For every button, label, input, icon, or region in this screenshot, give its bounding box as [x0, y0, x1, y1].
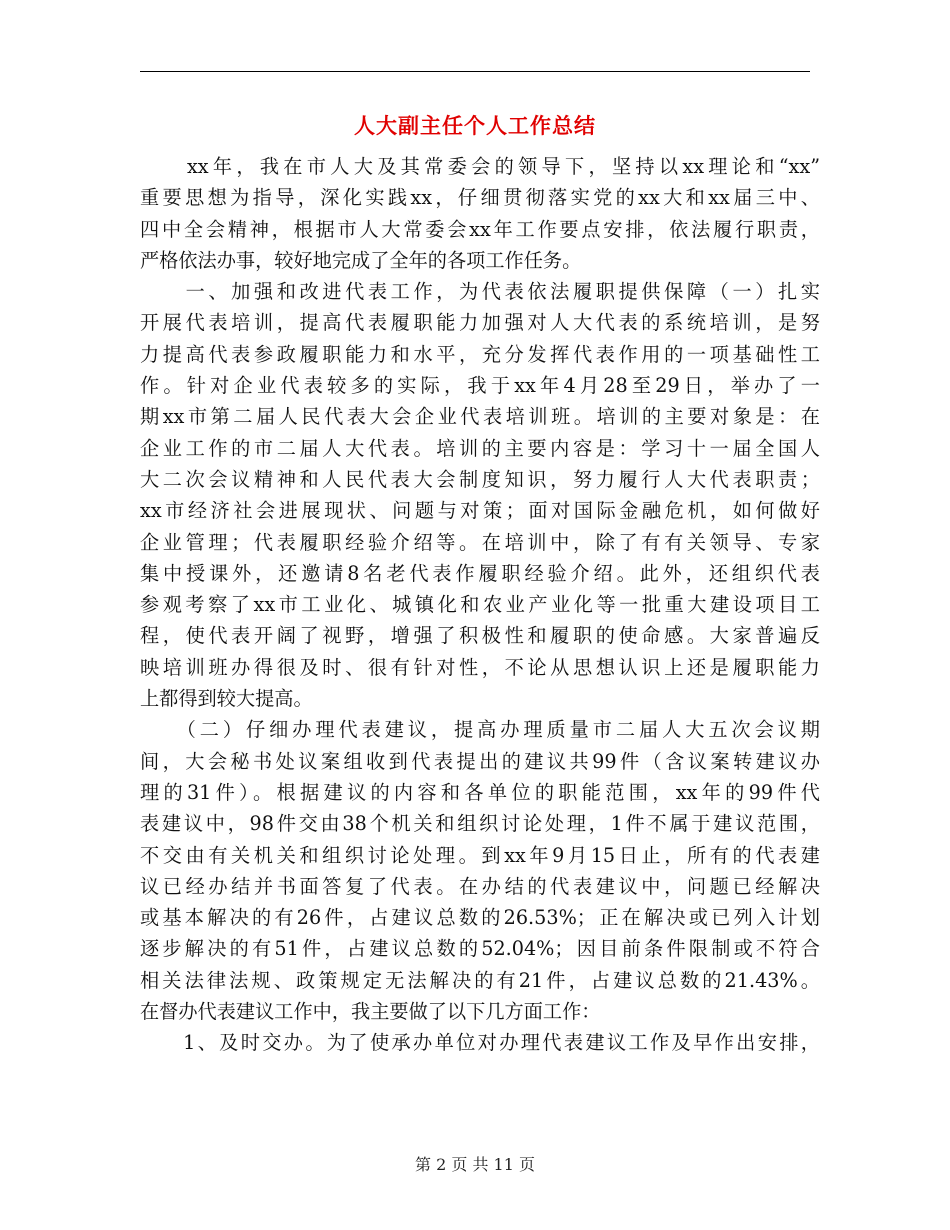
- text-line: 企业管理；代表履职经验介绍等。在培训中，除了有有关领导、专家: [140, 530, 820, 554]
- text-line: 集中授课外，还邀请8名老代表作履职经验介绍。此外，还组织代表: [140, 561, 820, 585]
- text-line: 上都得到较大提高。: [140, 687, 313, 711]
- text-line: 在督办代表建议工作中，我主要做了以下几方面工作：: [140, 1000, 601, 1024]
- text-line: 逐步解决的有51件，占建议总数的52.04%；因目前条件限制或不符合: [140, 937, 820, 961]
- text-line: 1、及时交办。为了使承办单位对办理代表建议工作及早作出安排，: [140, 1031, 820, 1055]
- text-line: 映培训班办得很及时、很有针对性，不论从思想认识上还是履职能力: [140, 655, 820, 679]
- text-line: 企业工作的市二届人大代表。培训的主要内容是：学习十一届全国人: [140, 436, 820, 460]
- text-line: 不交由有关机关和组织讨论处理。到xx年9月15日止，所有的代表建: [140, 843, 820, 867]
- text-line: 或基本解决的有26件，占建议总数的26.53%；正在解决或已列入计划: [140, 906, 820, 930]
- header-rule: [140, 71, 810, 72]
- text-line: 期xx市第二届人民代表大会企业代表培训班。培训的主要对象是：在: [140, 405, 820, 429]
- text-line: （二）仔细办理代表建议，提高办理质量市二届人大五次会议期: [140, 718, 820, 742]
- page-number: 第 2 页 共 11 页: [415, 1155, 535, 1174]
- text-line: xx年，我在市人大及其常委会的领导下，坚持以xx理论和“xx”: [140, 155, 820, 178]
- text-line: 议已经办结并书面答复了代表。在办结的代表建议中，问题已经解决: [140, 874, 820, 898]
- text-line: 大二次会议精神和人民代表大会制度知识，努力履行人大代表职责；: [140, 467, 820, 491]
- text-line: 相关法律法规、政策规定无法解决的有21件，占建议总数的21.43%。: [140, 968, 820, 992]
- text-line: 程，使代表开阔了视野，增强了积极性和履职的使命感。大家普遍反: [140, 624, 820, 648]
- text-line: 作。针对企业代表较多的实际，我于xx年4月28至29日，举办了一: [140, 374, 820, 398]
- document-body: [140, 151, 820, 1059]
- text-line: 严格依法办事，较好地完成了全年的各项工作任务。: [140, 248, 582, 272]
- text-line: 参观考察了xx市工业化、城镇化和农业产业化等一批重大建设项目工: [140, 593, 820, 617]
- text-line: 表建议中，98件交由38个机关和组织讨论处理，1件不属于建议范围，: [140, 812, 820, 836]
- text-line: 开展代表培训，提高代表履职能力加强对人大代表的系统培训，是努: [140, 311, 820, 335]
- text-line: 理的31件）。根据建议的内容和各单位的职能范围，xx年的99件代: [140, 780, 820, 804]
- text-line: xx市经济社会进展现状、问题与对策；面对国际金融危机，如何做好: [140, 499, 820, 523]
- text-line: 一、加强和改进代表工作，为代表依法履职提供保障（一）扎实: [140, 280, 820, 304]
- document-title: 人大副主任个人工作总结: [354, 114, 596, 138]
- text-line: 力提高代表参政履职能力和水平，充分发挥代表作用的一项基础性工: [140, 342, 820, 366]
- text-line: 重要思想为指导，深化实践xx，仔细贯彻落实党的xx大和xx届三中、: [140, 186, 820, 210]
- text-line: 间，大会秘书处议案组收到代表提出的建议共99件（含议案转建议办: [140, 749, 820, 773]
- text-line: 四中全会精神，根据市人大常委会xx年工作要点安排，依法履行职责，: [140, 217, 820, 241]
